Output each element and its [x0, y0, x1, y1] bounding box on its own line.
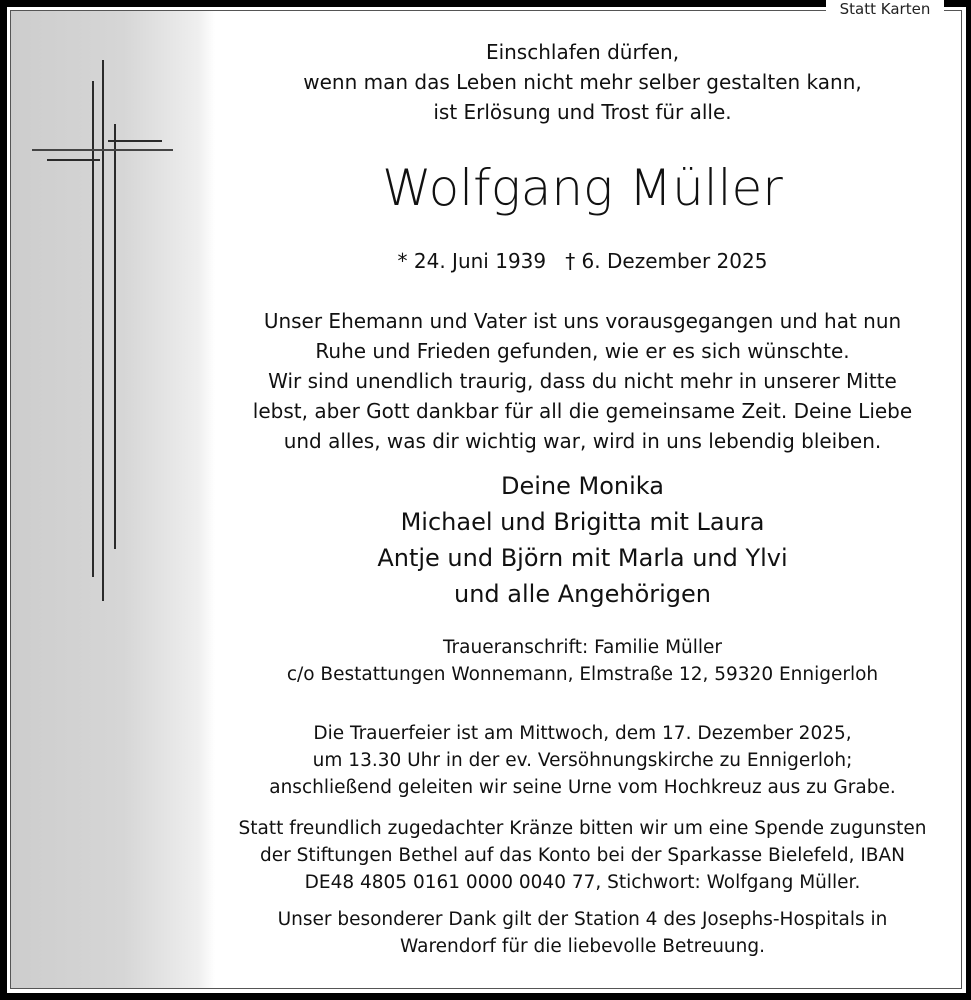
message-line: und alles, was dir wichtig war, wird in uns lebendig bleiben.	[283, 429, 882, 453]
gradient-panel	[11, 11, 215, 988]
funeral-ceremony	[215, 720, 950, 801]
family-line: und alle Angehörigen	[454, 580, 711, 608]
family-signatures	[215, 468, 950, 612]
donation-line: der Stiftungen Bethel auf das Konto bei der Sparkasse Bielefeld, IBAN	[260, 845, 905, 866]
ceremony-line: anschließend geleiten wir seine Urne vom Hochkreuz aus zu Grabe.	[269, 777, 896, 798]
family-line: Antje und Björn mit Marla und Ylvi	[377, 544, 788, 572]
message-line: lebst, aber Gott dankbar für all die gemeinsame Zeit. Deine Liebe	[252, 399, 913, 423]
message-line: Wir sind unendlich traurig, dass du nicht mehr in unserer Mitte	[268, 369, 897, 393]
thanks-line: Unser besonderer Dank gilt der Station 4 des Josephs-Hospitals in	[277, 909, 888, 930]
ceremony-line: Die Trauerfeier ist am Mittwoch, dem 17. Dezember 2025,	[313, 723, 852, 744]
poem-line: ist Erlösung und Trost für alle.	[433, 100, 732, 124]
ceremony-line: um 13.30 Uhr in der ev. Versöhnungskirche zu Ennigerloh;	[312, 750, 853, 771]
donation-line: DE48 4805 0161 0000 0040 77, Stichwort: Wolfgang Müller.	[304, 872, 861, 893]
life-dates: * 24. Juni 1939 † 6. Dezember 2025	[397, 249, 768, 273]
donation-line: Statt freundlich zugedachter Kränze bitten wir um eine Spende zugunsten	[238, 818, 927, 839]
family-line: Michael und Brigitta mit Laura	[400, 508, 765, 536]
deceased-name: Wolfgang Müller	[382, 159, 783, 217]
thanks-line: Warendorf für die liebevolle Betreuung.	[400, 936, 765, 957]
message	[215, 306, 950, 456]
donation-request	[215, 815, 950, 896]
thanks	[215, 906, 950, 960]
poem-line: wenn man das Leben nicht mehr selber gestalten kann,	[303, 70, 862, 94]
message-line: Ruhe und Frieden gefunden, wie er es sich wünschte.	[315, 339, 850, 363]
message-line: Unser Ehemann und Vater ist uns vorausgegangen und hat nun	[263, 309, 902, 333]
poem	[215, 37, 950, 127]
address-line: c/o Bestattungen Wonnemann, Elmstraße 12, 59320 Ennigerloh	[286, 664, 879, 685]
statt-karten-label: Statt Karten	[826, 0, 944, 20]
address-line: Traueranschrift: Familie Müller	[442, 637, 723, 658]
mourning-address	[215, 634, 950, 688]
family-line: Deine Monika	[501, 472, 664, 500]
poem-line: Einschlafen dürfen,	[485, 40, 680, 64]
